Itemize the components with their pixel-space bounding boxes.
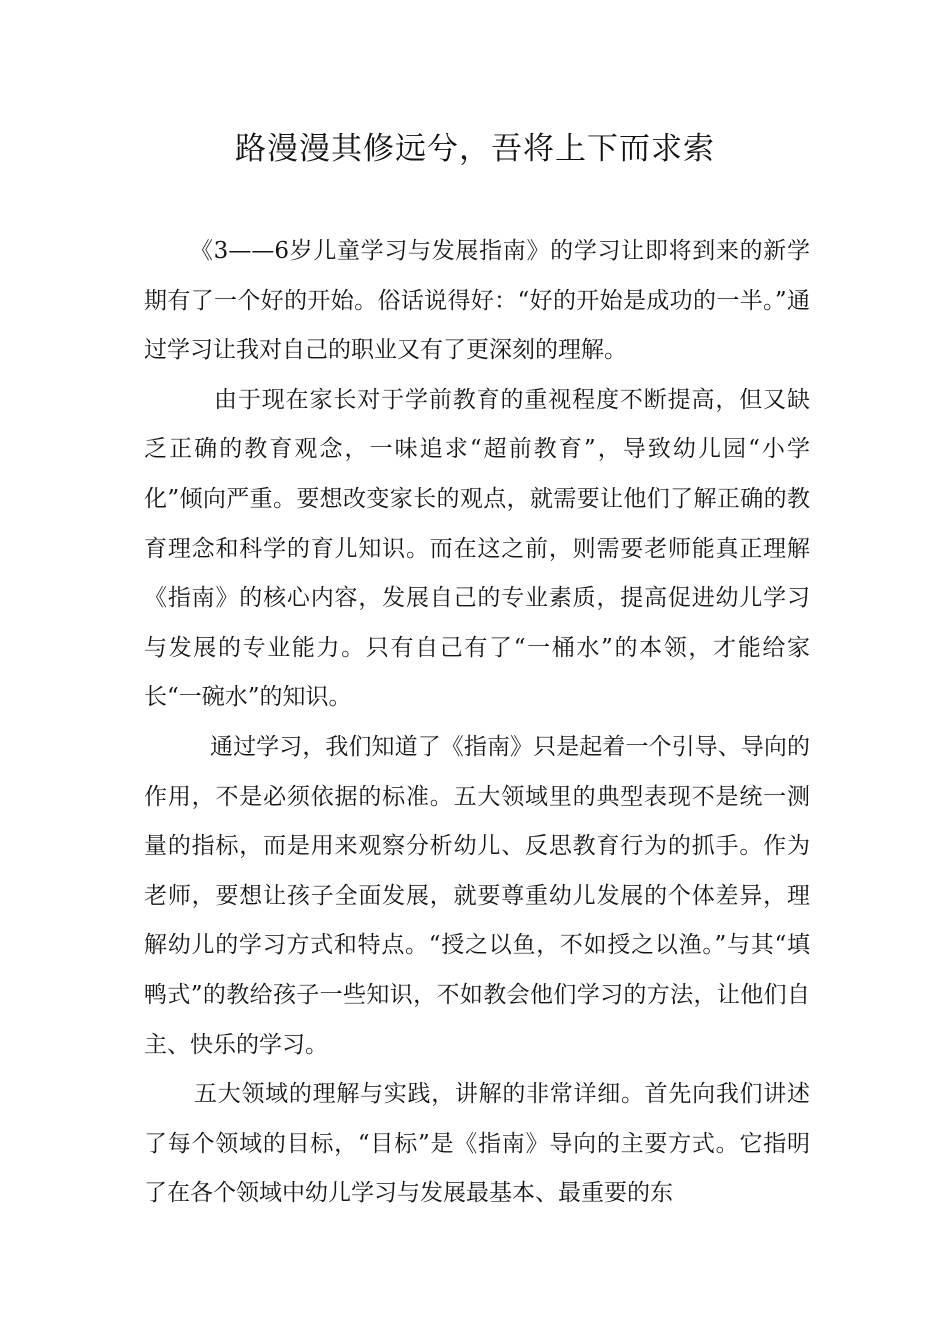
- paragraph-3: 通过学习，我们知道了《指南》只是起着一个引导、导向的作用，不是必须依据的标准。五大领域里的典型表现不是统一测量的指标，而是用来观察分析幼儿、反思教育行为的抓手。作为老师，要想让孩子全面发展，就要尊重幼儿发展的个体差异，理解幼儿的学习方式和特点。“授之以鱼，不如授之以渔。”与其“填鸭式”的教给孩子一些知识，不如教会他们学习的方法，让他们自主、快乐的学习。: [144, 733, 810, 1058]
- paragraph-2: 由于现在家长对于学前教育的重视程度不断提高，但又缺乏正确的教育观念，一味追求“超前教育”，导致幼儿园“小学化”倾向严重。要想改变家长的观点，就需要让他们了解正确的教育理念和科学的育儿知识。而在这之前，则需要老师能真正理解《指南》的核心内容，发展自己的专业素质，提高促进幼儿学习与发展的专业能力。只有自己有了“一桶水”的本领，才能给家长“一碗水”的知识。: [144, 386, 810, 711]
- document-title: 路漫漫其修远兮，吾将上下而求索: [235, 131, 715, 167]
- paragraph-4: 五大领域的理解与实践，讲解的非常详细。首先向我们讲述了每个领域的目标，“目标”是《指南》导向的主要方式。它指明了在各个领域中幼儿学习与发展最基本、最重要的东: [144, 1081, 810, 1207]
- paragraph-1: 《3——6岁儿童学习与发展指南》的学习让即将到来的新学期有了一个好的开始。俗话说得好：“好的开始是成功的一半。”通过学习让我对自己的职业又有了更深刻的理解。: [144, 238, 810, 364]
- document-body: [144, 227, 810, 1219]
